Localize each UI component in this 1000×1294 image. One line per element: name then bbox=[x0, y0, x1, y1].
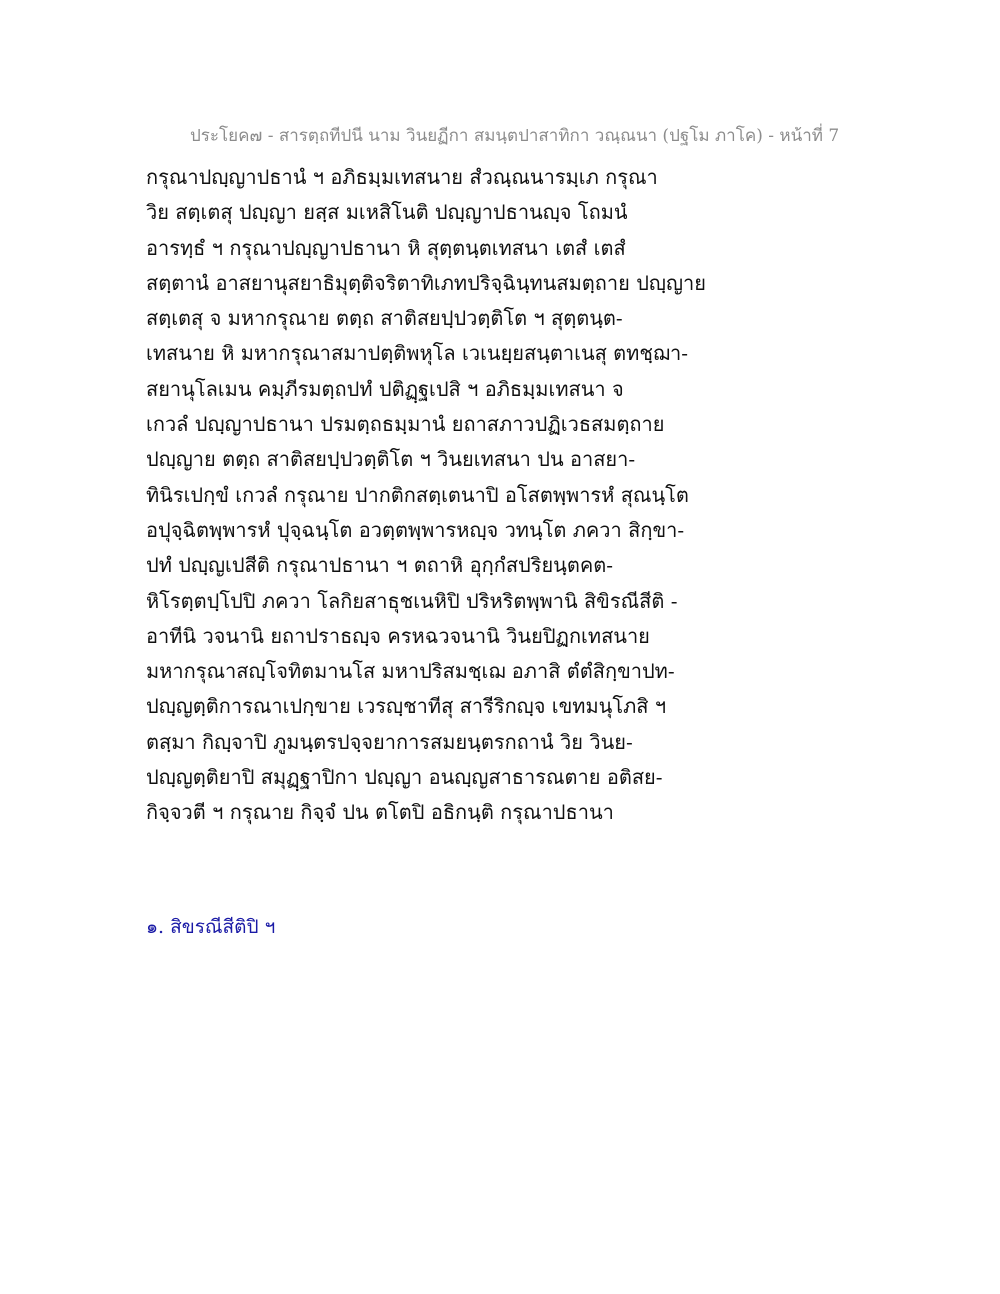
text-line: ปญฺญาย ตตฺถ สาติสยปฺปวตฺติโต ฯ วินยเทสนา ปน อาสยา- bbox=[146, 447, 636, 472]
text-line: กิจฺจวตี ฯ กรุณาย กิจฺจํ ปน ตโตปิ อธิกนฺติ กรุณาปธานา bbox=[146, 800, 614, 825]
text-line: อปุจฺฉิตพฺพารหํ ปุจฺฉนฺโต อวตฺตพฺพารหญฺจ วทนฺโต ภควา สิกฺขา- bbox=[146, 517, 685, 542]
text-line: หิโรตฺตปฺโปปิ ภควา โลกิยสาธุชเนหิปิ ปริหริตพฺพานิ สิขิรณีสีติ - bbox=[146, 588, 678, 613]
text-line: เทสนาย หิ มหากรุณาสมาปตฺติพหุโล เวเนยฺยสนฺตาเนสุ ตทชฺฌา- bbox=[146, 341, 689, 366]
text-line: วิย สตฺเตสุ ปญฺญา ยสฺส มเหสิโนติ ปญฺญาปธานญฺจ โถมนํ bbox=[146, 200, 628, 225]
text-line: ทินิรเปกฺขํ เกวลํ กรุณาย ปากติกสตฺเตนาปิ อโสตพฺพารหํ สุณนฺโต bbox=[146, 482, 689, 507]
text-line: ปญฺญตฺติยาปิ สมุฏฺฐาปิกา ปญฺญา อนญฺญสาธารณตาย อติสย- bbox=[146, 765, 663, 790]
body-text bbox=[146, 160, 726, 831]
text-line: ปทํ ปญฺญเปสีติ กรุณาปธานา ฯ ตถาหิ อุกฺกํสปริยนฺตคต- bbox=[146, 553, 613, 578]
text-line: สยานุโลเมน คมฺภีรมตฺถปทํ ปติฏฺฐเปสิ ฯ อภิธมฺมเทสนา จ bbox=[146, 376, 624, 401]
text-line: กรุณาปญฺญาปธานํ ฯ อภิธมฺมเทสนาย สํวณฺณนารมฺเภ กรุณา bbox=[146, 165, 658, 189]
text-line: สตฺตานํ อาสยานุสยาธิมุตฺติจริตาทิเภทปริจฺฉินฺทนสมตฺถาย ปญฺญาย bbox=[146, 270, 706, 295]
text-line: ตสฺมา กิญฺจาปิ ภูมนฺตรปจฺจยาการสมยนฺตรกถานํ วิย วินย- bbox=[146, 729, 633, 754]
text-line: อาทีนิ วจนานิ ยถาปราธญฺจ ครหฉวจนานิ วินยปิฏกเทสนาย bbox=[146, 623, 650, 648]
text-line: มหากรุณาสญฺโจทิตมานโส มหาปริสมชฺเฌ อภาสิ ตํตํสิกฺขาปท- bbox=[146, 659, 675, 684]
text-line: เกวลํ ปญฺญาปธานา ปรมตฺถธมฺมานํ ยถาสภาวปฏิเวธสมตฺถาย bbox=[146, 412, 665, 437]
text-line: สตฺเตสุ จ มหากรุณาย ตตฺถ สาติสยปฺปวตฺติโต ฯ สุตฺตนฺต- bbox=[146, 306, 623, 331]
text-line: อารทฺธํ ฯ กรุณาปญฺญาปธานา หิ สุตฺตนฺตเทสนา เตสํ เตสํ bbox=[146, 235, 626, 260]
running-header: ประโยค๗ - สารตฺถทีปนี นาม วินยฏีกา สมนฺตปาสาทิกา วณฺณนา (ปฐโม ภาโค) - หน้าที่ 7 bbox=[190, 126, 840, 146]
footnote: ๑. สิขรณีสีติปิ ฯ bbox=[146, 916, 276, 938]
text-line: ปญฺญตฺติการณาเปกฺขาย เวรญฺชาทีสุ สารีริกญฺจ เขทมนุโภสิ ฯ bbox=[146, 694, 667, 719]
